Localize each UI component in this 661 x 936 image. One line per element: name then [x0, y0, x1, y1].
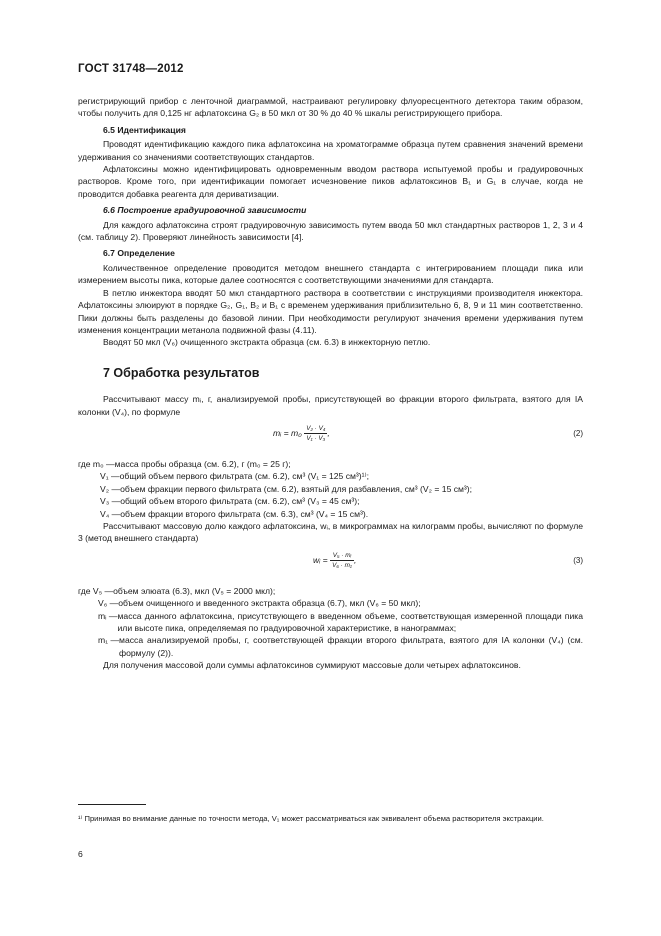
- formula-2-numerator: V₂ · V₄: [306, 424, 326, 432]
- formula-2-denominator: V₁ · V₃: [306, 434, 326, 442]
- section-7-paragraph-1: Рассчитывают массу mᵢ, г, анализируемой пробы, присутствующей во фракции второго фильтрата, взятого для IA колонки (V₄), по формуле: [78, 394, 583, 417]
- section-6-5-title: 6.5 Идентификация: [103, 124, 186, 135]
- formula-3-lhs: wᵢ =: [313, 554, 328, 565]
- formula-3-expression: [313, 551, 356, 570]
- formula-3-numerator: V₅ · mᵢ: [330, 551, 354, 561]
- formula-2-expression: [273, 424, 330, 443]
- definition-text: объем элюата (6.3), мкл (V₅ = 2000 мкл);: [113, 585, 276, 596]
- section-7-title: 7 Обработка результатов: [103, 365, 260, 380]
- definition-text: масса анализируемой пробы, г, соответствующей фракции второго фильтрата, взятого для IA колонки (V₄) (см. формулу (2)).: [119, 635, 583, 658]
- formula-2-number: (2): [573, 428, 583, 438]
- definition-symbol: V₂ —: [100, 483, 121, 494]
- definition-symbol: mᵢ —: [98, 610, 118, 621]
- section-6-7-paragraph-2: В петлю инжектора вводят 50 мкл стандартного раствора в соответствии с инструкциями производителя инжектора. Афлатоксины элюируют в порядке G₂, G₁, B₂ и B₁ с временем удерживания приблизительно 6, 8, 9 и 11 мин соответственно. Пики должны быть разделены до базовой линии. При необходимости регулируют значения времени удерживания путем изменения концентрации метанола подвижной фазы (4.11).: [78, 287, 583, 335]
- formula-2-definitions: [78, 458, 583, 520]
- definition-row: [78, 495, 583, 507]
- section-6-7-title: 6.7 Определение: [103, 248, 175, 259]
- intro-paragraph: регистрирующий прибор с ленточной диаграммой, настраивают регулировку флуоресцентного детектора таким образом, чтобы получить для 0,125 нг афлатоксина G₂ в 50 мкл от 30 % до 40 % шкалы регистрирующего прибора.: [78, 96, 583, 119]
- definition-row: [78, 585, 583, 597]
- definition-row: [78, 483, 583, 495]
- section-7-paragraph-last: Для получения массовой доли суммы афлатоксинов суммируют массовые доли четырех афлатоксинов.: [103, 660, 521, 671]
- section-6-5-paragraph-2: Афлатоксины можно идентифицировать одновременным вводом раствора испытуемой пробы и градуировочных растворов. Кроме того, при идентификации помогает исчезновение пиков афлатоксинов B₁ и G₁ в случае, когда не проводится добавка реагента для дериватизации.: [78, 164, 583, 199]
- definition-symbol: V₄ —: [100, 508, 121, 519]
- formula-2-tail: ,: [327, 427, 330, 438]
- definition-symbol: V₁ —: [100, 471, 120, 482]
- section-6-5-paragraph-1: Проводят идентификацию каждого пика афлатоксина на хроматограмме образца путем сравнения значений времени удерживания со значениями соответствующих стандартов.: [78, 139, 583, 162]
- section-6-7-paragraph-3: Вводят 50 мкл (V₆) очищенного экстракта образца (см. 6.3) в инжекторную петлю.: [103, 337, 431, 348]
- page-number: 6: [78, 849, 83, 859]
- definition-row: [78, 610, 583, 635]
- definition-symbol: где m₀ —: [78, 458, 115, 469]
- footnote-separator: [78, 804, 146, 805]
- formula-3-number: (3): [573, 555, 583, 565]
- definition-row: [78, 634, 583, 659]
- definition-row: [78, 458, 583, 470]
- formula-3-definitions: [78, 585, 583, 659]
- section-6-6-paragraph-1: Для каждого афлатоксина строят градуировочную зависимость путем ввода 50 мкл стандартных растворов 1, 2, 3 и 4 (см. таблицу 2). Проверяют линейность зависимости [4].: [78, 219, 583, 243]
- definition-text: масса данного афлатоксина, присутствующего в введенном объеме, соответствующая измеренной площади пика или высоте пика, определяемая по градуировочной характеристике, в нанограммах;: [117, 610, 583, 633]
- formula-3-fraction: [330, 551, 357, 570]
- definition-symbol: V₆ —: [98, 598, 119, 609]
- section-6-6-title: 6.6 Построение градуировочной зависимости: [103, 205, 307, 216]
- definition-row: [78, 597, 583, 609]
- formula-2-lhs: mᵢ = m₀: [273, 427, 302, 438]
- formula-2: [78, 422, 583, 452]
- section-6-7-paragraph-1: Количественное определение проводится методом внешнего стандарта с интегрированием площади пика или измерением высоты пика, которые далее соотносятся с соответствующими значениями для стандарта.: [78, 262, 583, 286]
- definition-symbol: где V₅ —: [78, 585, 114, 596]
- document-header: ГОСТ 31748—2012: [78, 63, 184, 75]
- definition-text: объем фракции второго фильтрата (см. 6.3), см³ (V₄ = 15 см³).: [120, 508, 369, 519]
- definition-row: [78, 508, 583, 520]
- formula-2-fraction: [304, 424, 330, 443]
- section-7-paragraph-2: Рассчитывают массовую долю каждого афлатоксина, wᵢ, в микрограммах на килограмм пробы, вычисляют по формуле 3 (метод внешнего стандарта): [78, 520, 583, 544]
- formula-3-denominator: V₆ · m₁: [332, 561, 352, 569]
- definition-symbol: m₁ —: [98, 635, 120, 646]
- formula-3-tail: ,: [353, 554, 357, 565]
- footnote: ¹⁾ Принимая во внимание данные по точности метода, V₁ может рассматриваться как эквивалент объема растворителя экстракции.: [78, 814, 544, 823]
- definition-text: общий объем первого фильтрата (см. 6.2), см³ (V₁ = 125 см³)¹⁾;: [119, 471, 370, 482]
- document-body: [78, 95, 583, 672]
- definition-row: [78, 470, 583, 482]
- definition-symbol: V₃ —: [100, 496, 121, 507]
- formula-3: [78, 549, 583, 579]
- definition-text: масса пробы образца (см. 6.2), г (m₀ = 25 г);: [114, 458, 291, 469]
- definition-text: объем очищенного и введенного экстракта образца (6.7), мкл (V₆ = 50 мкл);: [118, 598, 421, 609]
- definition-text: объем фракции первого фильтрата (см. 6.2), взятый для разбавления, см³ (V₂ = 15 см³);: [120, 483, 473, 494]
- definition-text: общий объем второго фильтрата (см. 6.2), см³ (V₃ = 45 см³);: [120, 496, 360, 507]
